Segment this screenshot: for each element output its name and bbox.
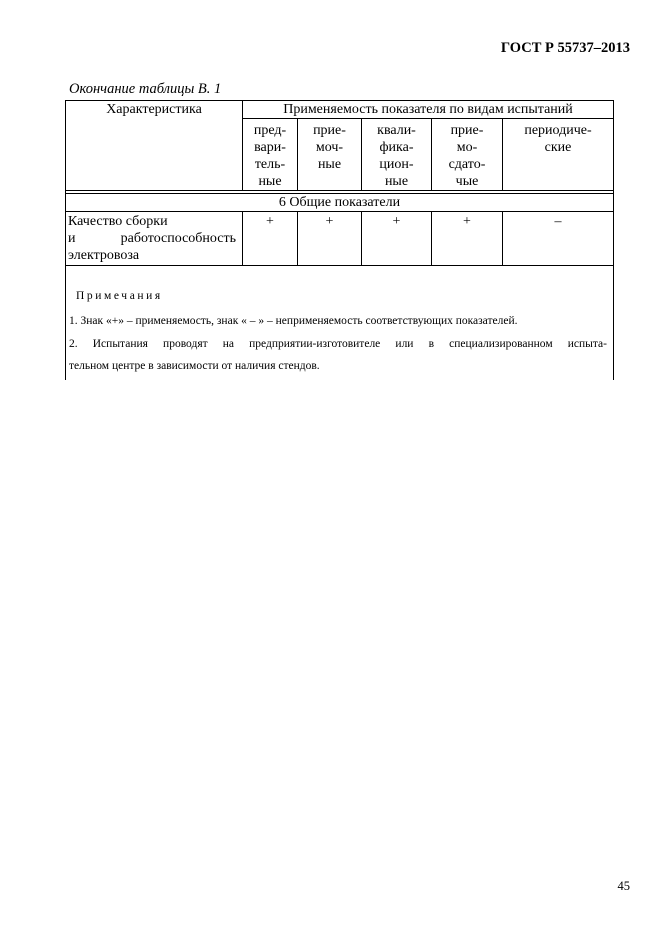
header-applicability-group: Применяемость показателя по видам испытаний	[283, 102, 573, 117]
notes-heading: Примечания	[76, 290, 163, 302]
document-code: ГОСТ Р 55737–2013	[500, 40, 630, 56]
note-item: 2. Испытания проводят на предприятии-изготовителе или в специализированном испыта-	[69, 338, 607, 350]
table-rule-header-bottom	[65, 190, 614, 191]
table-caption: Окончание таблицы В. 1	[69, 81, 222, 97]
row-characteristic-line: электровоза	[68, 248, 140, 263]
table-rule-section	[65, 211, 614, 212]
row-characteristic-line: и работоспособность	[68, 231, 236, 246]
table-border-left	[65, 100, 66, 380]
subheader-qualification: квали- фика- цион- ные	[377, 123, 416, 189]
table-border-right	[613, 100, 614, 380]
mark-qualification: +	[392, 214, 401, 229]
mark-delivery-acceptance: +	[463, 214, 471, 229]
table-rule-row-bottom	[65, 265, 614, 266]
table-row	[68, 213, 236, 264]
page-number: 45	[617, 879, 630, 893]
mark-periodic: –	[554, 214, 562, 229]
mark-acceptance: +	[325, 214, 334, 229]
subheader-periodic: периодиче- ские	[524, 123, 592, 155]
note-item: 1. Знак «+» – применяемость, знак « – » – неприменяемость соответствующих показателей.	[69, 315, 518, 327]
subheader-preliminary: пред- вари- тель- ные	[253, 123, 287, 189]
subheader-acceptance: прие- моч- ные	[313, 123, 346, 172]
row-characteristic-line: Качество сборки	[68, 214, 168, 229]
subheader-delivery-acceptance: прие- мо- сдато- чые	[448, 123, 486, 189]
header-characteristic: Характеристика	[106, 102, 202, 117]
note-item: тельном центре в зависимости от наличия стендов.	[69, 360, 320, 372]
mark-preliminary: +	[266, 214, 274, 229]
section-title: 6 Общие показатели	[278, 195, 401, 210]
